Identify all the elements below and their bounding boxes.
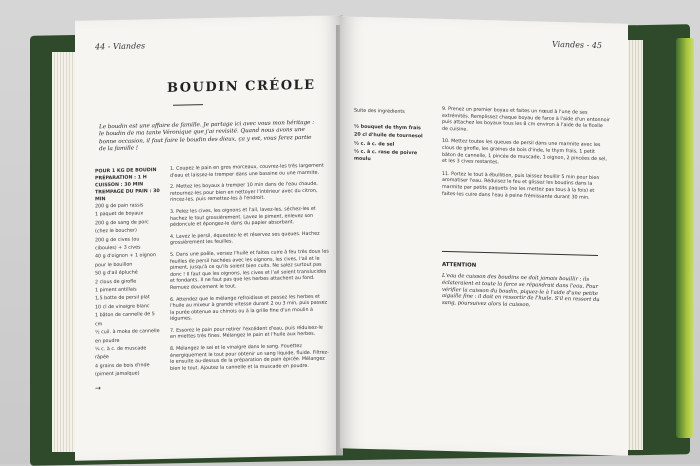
- recipe-title: BOUDIN CRÉOLE: [167, 77, 316, 96]
- step: 2. Mettez les boyaux à tremper 10 min dans de l'eau chaude, retournez-les pour bien en nettoyer l'intérieur avec du citron, rincez-les, puis remettez-les à l'endroit.: [170, 181, 318, 204]
- attention-text: L'eau de cuisson des boudins ne doit jamais bouillir : ils éclateraient et toute la farce se répandrait dans l'eau. Pour vérifier la cuisson du boudin, piquez-le à l'aide d'une petite aiguille fine : il doit en ressortir de l'huile. S'il en ressort du sang, poursuivez alors la cuisson.: [442, 272, 600, 309]
- running-head-left: 44 - Viandes: [95, 41, 146, 52]
- ingredient: ¼ c. à c. de muscade râpée: [95, 346, 147, 361]
- ingredient: 1 piment antillais: [95, 287, 137, 294]
- recipe-intro: Le boudin est une affaire de famille. Je partage ici avec vous mon héritage : le boudin de ma tante Véronique que j'ai revisité. Quand nous avons une bonne occasion, il faut faire le boudin des dieux, ça y est, vous ferez partie de la famille !: [99, 119, 315, 153]
- ingredient: 200 g de sang de porc (chez le boucher): [95, 220, 149, 235]
- step: 10. Mettez toutes les queues de persil dans une marmite avec les clous de girofle, les graines de bois d'inde, le thym frais, 1 petit bâton de cannelle, 1 pincée de muscade, 1 oignon, 2 pincées de sel, et les 3 cives restantes.: [442, 139, 607, 166]
- left-page: [75, 15, 343, 461]
- attention-rule: [442, 251, 598, 256]
- step: 7. Essorez le pain pour retirer l'excédent d'eau, puis réduisez-le en miettes très fines. Mélangez le pain et l'huile aux herbes.: [170, 325, 323, 341]
- ingredient: 40 g d'oignon + 1 oignon pour le bouillon: [95, 253, 156, 269]
- soak-time: TREMPAGE DU PAIN : 30 MIN: [95, 189, 160, 203]
- step: 3. Pelez les cives, les oignons et l'ail, lavez-les, séchez-les et hachez le tout grossièrement. Lavez le piment, enlevez son pédoncule et épongez-le dans du papier absorbant.: [170, 206, 316, 228]
- prep-time: PRÉPARATION : 1 H: [95, 175, 147, 182]
- ingredient: ½ bouquet de thym frais: [354, 124, 421, 132]
- ingredient: ½ c. à c. rase de poivre moulu: [354, 149, 418, 162]
- ingredient: 4 grains de bois d'inde (piment jamaïque): [95, 362, 150, 378]
- cook-time: CUISSON : 30 MIN: [95, 182, 144, 189]
- step: 4. Lavez le persil, équeutez-le et réservez ses queues. Hachez grossièrement les feuilles.: [170, 231, 320, 247]
- title-rule: [173, 104, 203, 106]
- step: 11. Portez le tout à ébullition, puis laissez bouillir 5 min pour bien aromatiser l'eau. Réduisez le feu et glissez les boudins dans la marmite par petits paquets (ne les mettez pas tous à la fois) et faites-les cuire dans l'eau à peine frémissante durant 30 min.: [442, 171, 600, 201]
- ingredients-continued-title: Suite des ingrédients: [354, 108, 405, 115]
- ingredient: 2 clous de girofle: [95, 279, 137, 286]
- step: 8. Mélangez le sel et le vinaigre dans le sang. Fouettez énergiquement le tout pour obtenir un sang liquide, fluide. Filtrez-le ensuite au-dessus de la préparation de pain épicée. Mélangez bien le tout. Ajoutez la cannelle et la muscade en poudre.: [170, 344, 329, 372]
- running-head-right: Viandes - 45: [551, 39, 602, 51]
- step: 5. Dans une poêle, versez l'huile et faites cuire à feu très doux les feuilles de persil hachées avec les oignons, les cives, l'ail et le piment, jusqu'à ce qu'ils soient bien cuits. Ne salez surtout pas donc ! Il faut que les oignons, les cives et l'ail soient translucides et fondants. Il ne faut pas que les herbes attachent au fond. Remuez doucement le tout.: [170, 249, 329, 291]
- ingredient: ½ cuil. à moka de cannelle en poudre: [95, 329, 160, 344]
- cover-edge: [676, 38, 694, 438]
- ingredient: 20 cl d'huile de tournesol: [354, 133, 423, 140]
- ingredient: 1 paquet de boyaux: [95, 211, 144, 218]
- arrow-right-icon: →: [95, 383, 101, 392]
- step: 9. Prenez un premier boyau et faites un nœud à l'une de ses extrémités. Remplissez chaque boyau de farce à l'aide d'un entonnoir puis attachez les boyaux tous les 8 cm environ à l'aide de la ficelle de cuisine.: [442, 106, 610, 133]
- yield-label: POUR 1 KG DE BOUDIN: [95, 168, 157, 175]
- ingredients-continued-list: [354, 125, 424, 167]
- ingredient: 10 cl de vinaigre blanc: [95, 304, 150, 311]
- right-page: [340, 16, 628, 456]
- ingredient: 1,5 botte de persil plat: [95, 295, 150, 302]
- recipe-steps-right: [442, 107, 610, 209]
- ingredient: 200 g de pain rassis: [95, 203, 144, 210]
- ingredient: ½ c. à c. de sel: [354, 141, 395, 148]
- ingredient: 200 g de cives (ou ciboules) + 3 cives: [95, 237, 141, 252]
- step: 6. Attendez que le mélange refroidisse et passez les herbes et l'huile au mixeur à grande vitesse durant 2 ou 3 min, puis passez la purée obtenue au chinois ou à la grille fine d'un moulin à légumes.: [170, 294, 328, 323]
- recipe-steps-left: [170, 163, 330, 378]
- step: 1. Coupez le pain en gros morceaux, couvrez-les très largement d'eau et laissez-le tremper dans une bassine ou une marmite.: [170, 163, 324, 179]
- recipe-sidebar: [95, 167, 161, 392]
- ingredient: 1 bâton de cannelle de 5 cm: [95, 312, 155, 328]
- ingredient: 50 g d'ail épluché: [95, 270, 138, 277]
- attention-title: ATTENTION: [442, 261, 477, 269]
